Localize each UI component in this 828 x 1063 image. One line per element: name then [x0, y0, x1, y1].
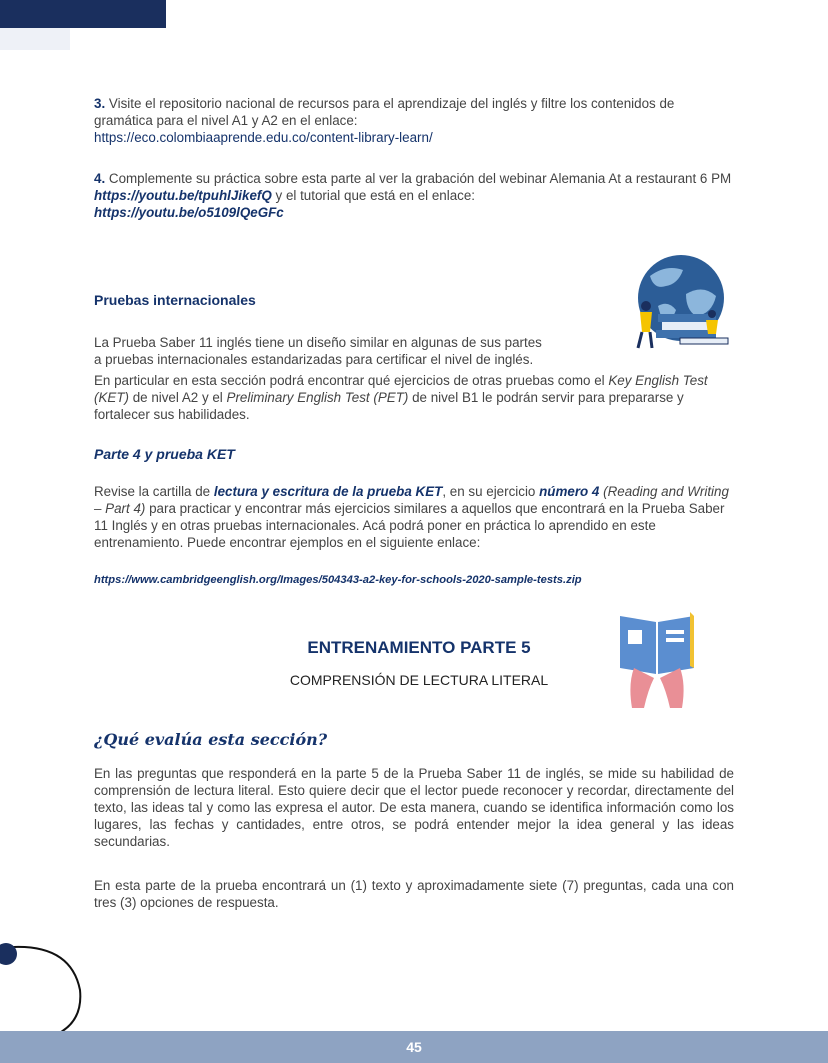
- globe-books-icon: [628, 254, 732, 350]
- parte4-heading: Parte 4 y prueba KET: [94, 446, 235, 462]
- item-3-text: Visite el repositorio nacional de recursos para el aprendizaje del inglés y filtre los contenidos de gramática para el nivel A1 y A2 en el enlace:: [94, 96, 675, 128]
- parte4-link[interactable]: https://www.cambridgeenglish.org/Images/504343-a2-key-for-schools-2020-sample-tests.zip: [94, 574, 582, 586]
- pruebas-para-2-pet: Preliminary English Test (PET): [226, 390, 409, 405]
- item-3-number: 3.: [94, 96, 106, 111]
- pruebas-para-2-b: de nivel A2 y el: [132, 390, 223, 405]
- parte4-text-a: Revise la cartilla de: [94, 484, 211, 499]
- parte4-para: [94, 483, 739, 551]
- evalua-para-2: En esta parte de la prueba encontrará un (1) texto y aproximadamente siete (7) preguntas, cada una con tres (3) opciones de respuesta.: [94, 878, 734, 910]
- parte4-text-c: para practicar y encontrar más ejercicios similares a aquellos que encontrará en la Prueba Saber 11 Inglés y en otras pruebas internacionales. Acá podrá poner en práctica lo aprendido en este entrenamiento. Puede encontrar ejemplos en el siguiente enlace:: [94, 501, 725, 550]
- pruebas-heading: Pruebas internacionales: [94, 292, 256, 308]
- decorative-circle: [0, 940, 90, 1040]
- pruebas-para-1-line-1: La Prueba Saber 11 inglés tiene un diseño similar en algunas de sus partes: [94, 335, 542, 350]
- item-4-link-1[interactable]: https://youtu.be/tpuhlJikefQ: [94, 188, 272, 203]
- pruebas-para-2-ket: Key English Test (KET): [94, 373, 708, 405]
- item-3: [94, 95, 734, 146]
- page-number: 45: [406, 1039, 422, 1055]
- pruebas-para-2: [94, 372, 739, 423]
- top-bar-light: [0, 28, 70, 50]
- open-book-hands-icon: [614, 608, 700, 712]
- parte4-bold-1: lectura y escritura de la prueba KET: [213, 484, 443, 499]
- parte4-text-b: , en su ejercicio: [442, 484, 536, 499]
- parte4-italic: (Reading and Writing – Part 4): [94, 484, 729, 516]
- evalua-heading: ¿Qué evalúa esta sección?: [94, 730, 328, 749]
- entrenamiento-title: ENTRENAMIENTO PARTE 5: [307, 638, 531, 657]
- pruebas-para-1: [94, 334, 614, 368]
- pruebas-para-1-line-2: a pruebas internacionales estandarizadas para certificar el nivel de inglés.: [94, 352, 534, 367]
- entrenamiento-subtitle: COMPRENSIÓN DE LECTURA LITERAL: [289, 672, 549, 688]
- item-4-text-a: Complemente su práctica sobre esta parte al ver la grabación del webinar Alemania At a restaurant 6 PM: [108, 171, 732, 186]
- evalua-para-1: En las preguntas que responderá en la parte 5 de la Prueba Saber 11 de inglés, se mide su habilidad de comprensión de lectura literal. Esto quiere decir que el lector puede reconocer y recordar, directamente del texto, las ideas tal y como las expresa el autor. De esta manera, cuando se identifica información como los lugares, las fechas y cantidades, entre otros, se podrá entender mejor la idea general y las ideas secundarias.: [94, 766, 734, 849]
- pruebas-para-2-c: de nivel B1 le podrán servir para prepararse y fortalecer sus habilidades.: [94, 390, 684, 422]
- top-bar: [0, 0, 166, 28]
- pruebas-para-2-a: En particular en esta sección podrá encontrar qué ejercicios de otras pruebas como el: [94, 373, 605, 388]
- item-4-link-2[interactable]: https://youtu.be/o5109lQeGFc: [94, 205, 284, 220]
- item-4-text-b: y el tutorial que está en el enlace:: [275, 188, 476, 203]
- item-4-number: 4.: [94, 171, 106, 186]
- parte4-bold-2: número 4: [539, 484, 600, 499]
- item-3-link[interactable]: https://eco.colombiaaprende.edu.co/content-library-learn/: [94, 130, 433, 145]
- item-4: [94, 170, 734, 221]
